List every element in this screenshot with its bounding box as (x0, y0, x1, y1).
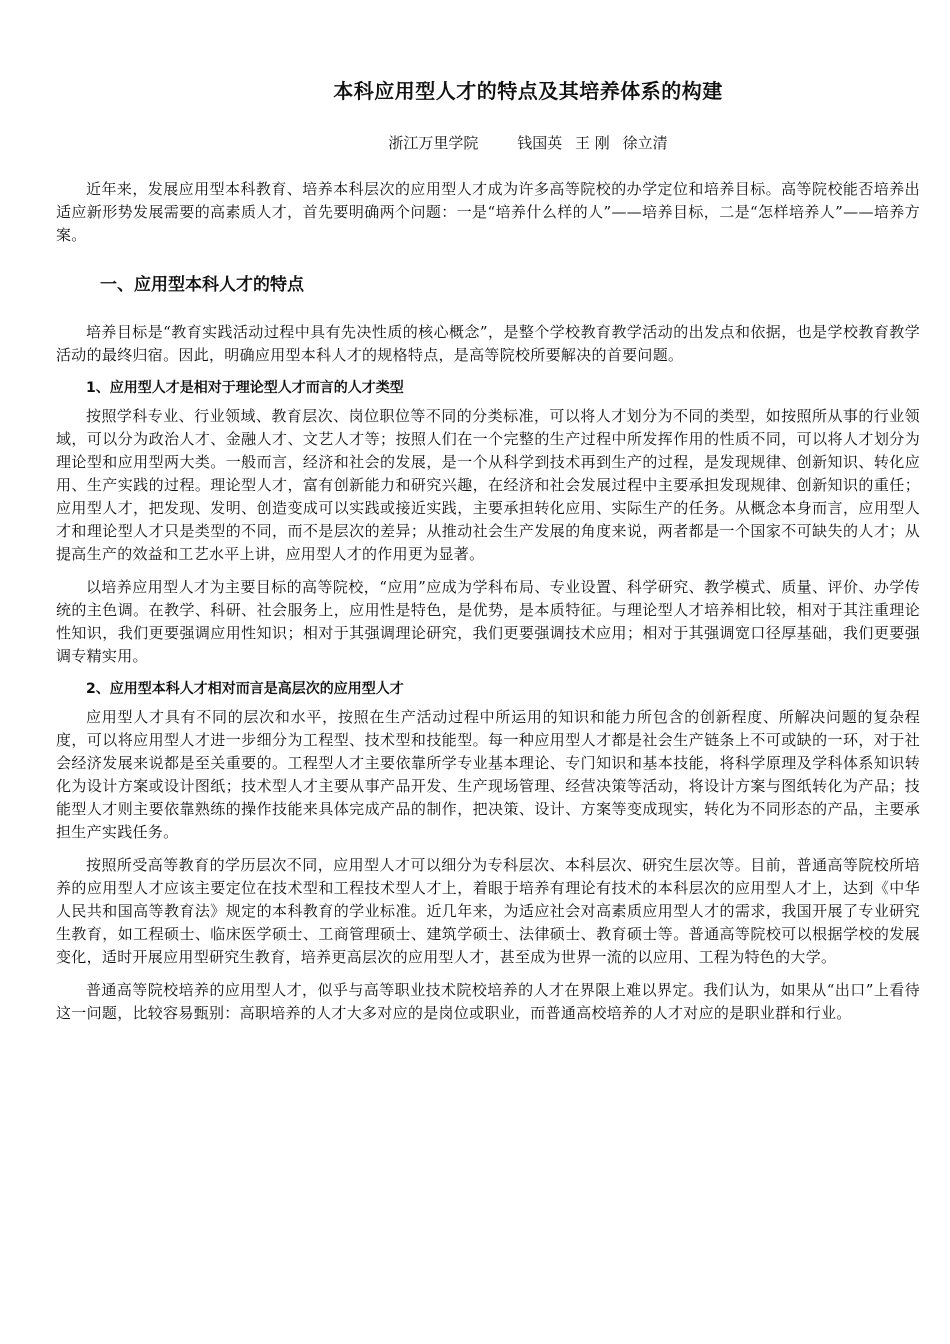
subsection-heading-1: 1、应用型人才是相对于理论型人才而言的人才类型 (86, 380, 404, 396)
body-paragraph: 按照所受高等教育的学历层次不同，应用型人才可以细分为专科层次、本科层次、研究生层次等。目前，普通高等院校所培养的应用型人才应该主要定位在技术型和工程技术型人才上，着眼于培养有理论有技术的本科层次的应用型人才上，达到《中华人民共和国高等教育法》规定的本科教育的学业标准。近几年来，为适应社会对高素质应用型人才的需求，我国开展了专业研究生教育，如工程硕士、临床医学硕士、工商管理硕士、建筑学硕士、法律硕士、教育硕士等。普通高等院校可以根据学校的发展变化，适时开展应用型研究生教育，培养更高层次的应用型人才，甚至成为世界一流的以应用、工程为特色的大学。 (56, 856, 920, 966)
body-paragraph: 应用型人才具有不同的层次和水平，按照在生产活动过程中所运用的知识和能力所包含的创新程度、所解决问题的复杂程度，可以将应用型人才进一步细分为工程型、技术型和技能型。每一种应用型人才都是社会生产链条上不可或缺的一环，对于社会经济发展来说都是至关重要的。工程型人才主要依靠所学专业基本理论、专门知识和基本技能，将科学原理及学科体系知识转化为设计方案或设计图纸；技术型人才主要从事产品开发、生产现场管理、经营决策等活动，将设计方案与图纸转化为产品；技能型人才则主要依靠熟练的操作技能来具体完成产品的制作，把决策、设计、方案等变成现实，转化为不同形态的产品，主要承担生产实践任务。 (56, 708, 920, 841)
section-paragraph: 培养目标是“教育实践活动过程中具有先决性质的核心概念”，是整个学校教育教学活动的出发点和依据，也是学校教育教学活动的最终归宿。因此，明确应用型本科人才的规格特点，是高等院校所要解决的首要问题。 (56, 323, 920, 364)
byline-author-3: 徐立清 (622, 134, 668, 152)
byline-author-2: 王 刚 (575, 134, 610, 152)
body-paragraph: 普通高等院校培养的应用型人才，似乎与高等职业技术院校培养的人才在界限上难以界定。我们认为，如果从“出口”上看待这一问题，比较容易甄别：高职培养的人才大多对应的是岗位或职业，而普通高校培养的人才对应的是职业群和行业。 (56, 981, 920, 1022)
byline-institution: 浙江万里学院 (388, 134, 479, 152)
section-heading: 一、应用型本科人才的特点 (100, 275, 304, 295)
body-paragraph: 按照学科专业、行业领域、教育层次、岗位职位等不同的分类标准，可以将人才划分为不同的类型，如按照所从事的行业领域，可以分为政治人才、金融人才、文艺人才等；按照人们在一个完整的生产过程中所发挥作用的性质不同，可以将人才划分为理论型和应用型两大类。一般而言，经济和社会的发展，是一个从科学到技术再到生产的过程，是发现规律、创新知识、转化应用、生产实践的过程。理论型人才，富有创新能力和研究兴趣，在经济和社会发展过程中主要承担发现规律、创新知识的重任；应用型人才，把发现、发明、创造变成可以实践或接近实践，主要承担转化应用、实际生产的任务。从概念本身而言，应用型人才和理论型人才只是类型的不同，而不是层次的差异；从推动社会生产发展的角度来说，两者都是一个国家不可缺失的人才；从提高生产的效益和工艺水平上讲，应用型人才的作用更为显著。 (56, 407, 920, 563)
document-page (56, 74, 920, 1025)
document-title: 本科应用型人才的特点及其培养体系的构建 (333, 79, 723, 103)
body-paragraph: 以培养应用型人才为主要目标的高等院校，“应用”应成为学科布局、专业设置、科学研究、教学模式、质量、评价、办学传统的主色调。在教学、科研、社会服务上，应用性是特色，是优势，是本质特征。与理论型人才培养相比较，相对于其注重理论性知识，我们更要强调应用性知识；相对于其强调理论研究，我们更要强调技术应用；相对于其强调宽口径厚基础，我们更要强调专精实用。 (56, 578, 920, 665)
intro-paragraph: 近年来，发展应用型本科教育、培养本科层次的应用型人才成为许多高等院校的办学定位和培养目标。高等院校能否培养出适应新形势发展需要的高素质人才，首先要明确两个问题：一是“培养什么样的人”——培养目标，二是“怎样培养人”——培养方案。 (56, 180, 920, 244)
byline-author-1: 钱国英 (517, 134, 563, 152)
byline (136, 132, 920, 154)
subsection-heading-2: 2、应用型本科人才相对而言是高层次的应用型人才 (86, 681, 404, 697)
